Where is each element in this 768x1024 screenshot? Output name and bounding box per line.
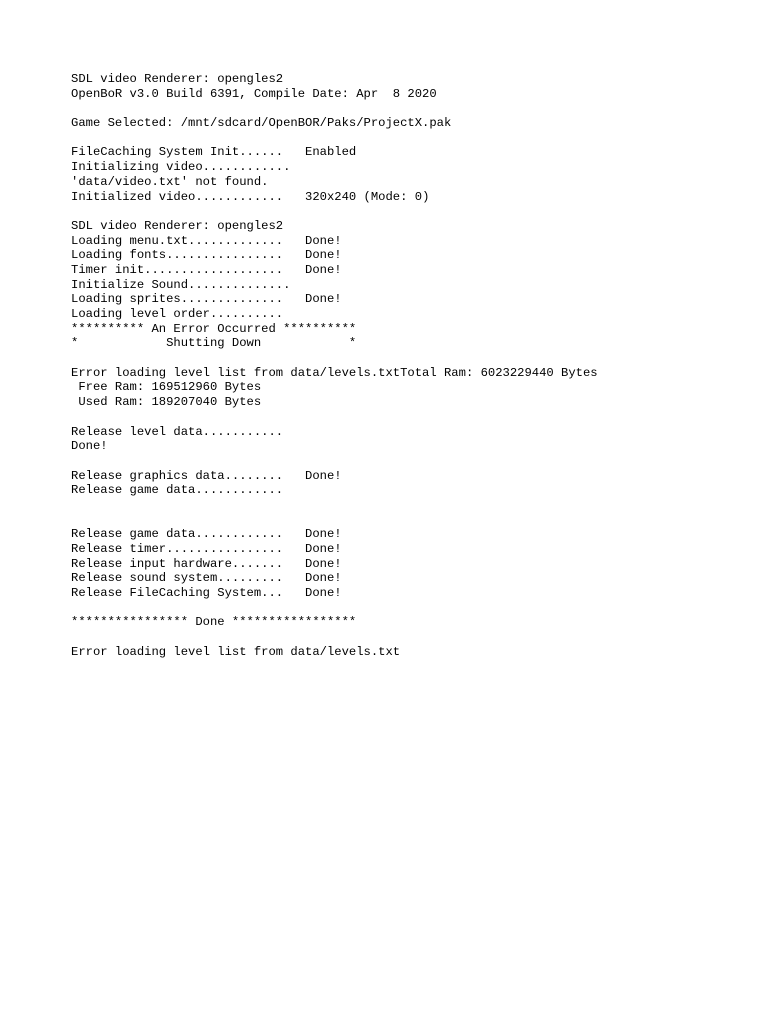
log-line: 'data/video.txt' not found. xyxy=(71,174,269,189)
log-line: Error loading level list from data/levels.txt xyxy=(71,644,401,659)
log-line: Error loading level list from data/levels.txtTotal Ram: 6023229440 Bytes xyxy=(71,365,598,380)
log-line xyxy=(71,131,598,146)
log-line xyxy=(71,101,598,116)
log-line: Release graphics data........ Done! xyxy=(71,468,342,483)
log-line: Game Selected: /mnt/sdcard/OpenBOR/Paks/ProjectX.pak xyxy=(71,116,452,131)
log-line: Initialize Sound.............. xyxy=(71,277,291,292)
log-line: ********** An Error Occurred ********** xyxy=(71,321,357,336)
log-line: Release sound system......... Done! xyxy=(71,571,342,586)
log-line: Free Ram: 169512960 Bytes xyxy=(71,380,262,395)
log-line: Initializing video............ xyxy=(71,160,291,175)
log-line: Release input hardware....... Done! xyxy=(71,556,342,571)
log-line: **************** Done ***************** xyxy=(71,615,357,630)
log-line: FileCaching System Init...... Enabled xyxy=(71,145,357,160)
log-line: Loading fonts................ Done! xyxy=(71,248,342,263)
console-log xyxy=(71,72,598,660)
log-line: * Shutting Down * xyxy=(71,336,357,351)
log-line xyxy=(71,630,598,645)
log-line: Loading level order.......... xyxy=(71,307,284,321)
log-line xyxy=(71,410,598,425)
log-line: SDL video Renderer: opengles2 xyxy=(71,72,284,86)
log-line xyxy=(71,204,598,219)
log-line: Used Ram: 189207040 Bytes xyxy=(71,395,262,410)
log-line: Release game data............ Done! xyxy=(71,527,342,542)
log-line: Loading menu.txt............. Done! xyxy=(71,233,342,248)
log-line: Done! xyxy=(71,439,108,454)
log-line: Timer init................... Done! xyxy=(71,262,342,277)
log-line: Release level data........... xyxy=(71,424,284,439)
log-line: Release game data............ xyxy=(71,483,284,498)
log-line: Release timer................ Done! xyxy=(71,542,342,556)
log-line xyxy=(71,351,598,366)
log-line xyxy=(71,513,598,528)
log-line: Loading sprites.............. Done! xyxy=(71,292,342,307)
log-line: Release FileCaching System... Done! xyxy=(71,586,342,601)
log-line xyxy=(71,454,598,469)
log-line: SDL video Renderer: opengles2 xyxy=(71,218,284,233)
log-line: Initialized video............ 320x240 (Mode: 0) xyxy=(71,189,430,204)
log-line: OpenBoR v3.0 Build 6391, Compile Date: Apr 8 2020 xyxy=(71,86,437,101)
log-line xyxy=(71,498,598,513)
log-line xyxy=(71,601,598,616)
